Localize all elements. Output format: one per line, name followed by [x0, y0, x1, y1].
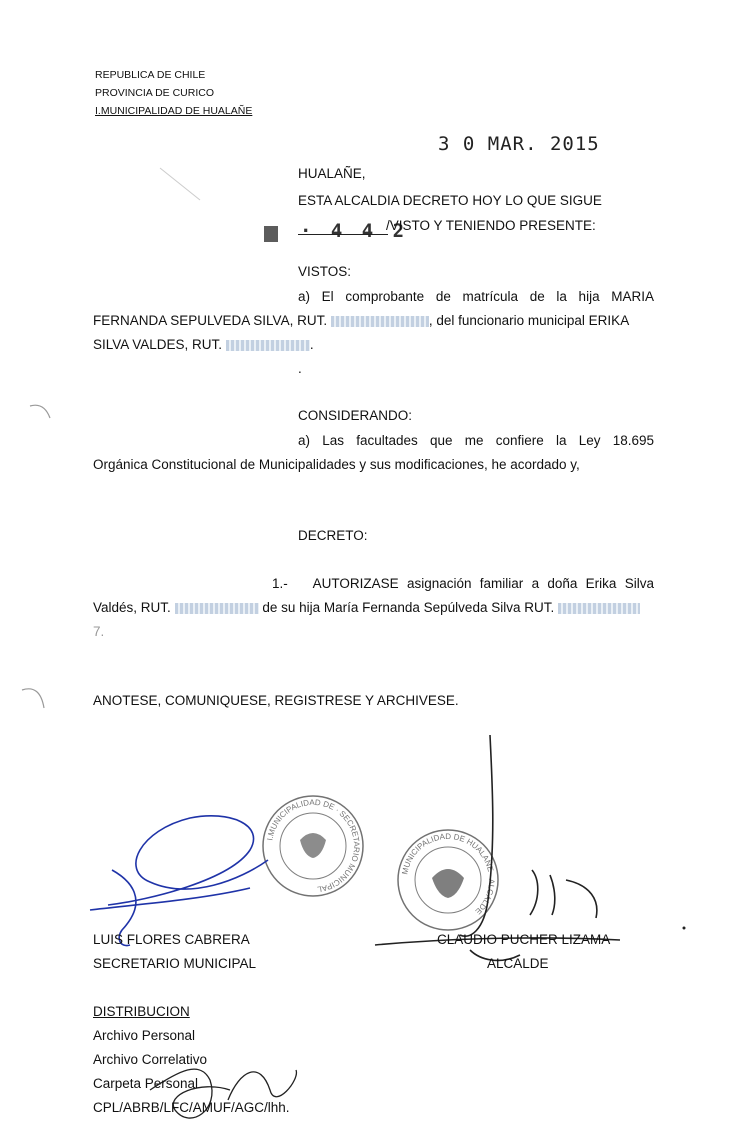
punch-hole-mark-bottom	[22, 689, 44, 708]
considerando-a-line2: Orgánica Constitucional de Municipalidades y sus modificaciones, he acordado y,	[93, 457, 580, 472]
vistos-dot: .	[298, 361, 302, 376]
redacted-rut	[175, 603, 259, 614]
vistos-a-line2	[93, 309, 629, 332]
redacted-rut	[558, 603, 640, 614]
decreto-item-number: 1.-	[272, 576, 288, 591]
distribucion-item: Archivo Correlativo	[93, 1052, 208, 1067]
decreto-item-bold: AUTORIZASE	[312, 576, 399, 591]
distribucion-item: Archivo Personal	[93, 1028, 196, 1043]
signature-alcalde	[375, 735, 620, 960]
header-municipalidad: I.MUNICIPALIDAD DE HUALAÑE	[95, 105, 253, 117]
number-underline	[298, 234, 388, 235]
considerando-a-line1: a) Las facultades que me confiere la Ley 18.695	[298, 433, 654, 448]
decreto-item-rest: asignación familiar a doña Erika Silva	[406, 576, 654, 591]
vistos-a-line3-pre: SILVA VALDES, RUT.	[93, 337, 223, 352]
header-republica: REPUBLICA DE CHILE	[95, 69, 206, 81]
vistos-a-line1: a) El comprobante de matrícula de la hija MARIA	[298, 289, 654, 304]
number-mark-icon	[264, 226, 278, 242]
visto-line: /VISTO Y TENIENDO PRESENTE:	[386, 218, 596, 233]
vistos-a-line2-post: , del funcionario municipal ERIKA	[428, 313, 630, 328]
vistos-heading: VISTOS:	[298, 264, 352, 279]
header-provincia: PROVINCIA DE CURICO	[95, 87, 215, 99]
distribucion-item: Carpeta Personal	[93, 1076, 199, 1091]
decreto-item-line2	[93, 596, 640, 619]
stray-mark	[683, 927, 686, 930]
fold-mark	[160, 168, 200, 200]
punch-hole-mark-top	[30, 405, 50, 418]
vistos-a-line3	[93, 333, 314, 356]
signature-secretario	[90, 816, 268, 946]
seal-secretario-icon	[263, 796, 363, 896]
decree-number: · 4 4 2	[300, 220, 409, 242]
decreto-item-line1	[272, 572, 654, 595]
secretario-title: SECRETARIO MUNICIPAL	[93, 956, 257, 971]
seal-alcalde-icon	[398, 830, 498, 930]
alcalde-title: ALCALDE	[487, 956, 549, 971]
decreto-item-line2-mid: de su hija María Fernanda Sepúlveda Silva RUT.	[262, 600, 555, 615]
vistos-a-line2-pre: FERNANDA SEPULVEDA SILVA, RUT.	[93, 313, 328, 328]
distribucion-heading: DISTRIBUCION	[93, 1004, 190, 1019]
distribucion-item: CPL/ABRB/LFC/AMUF/AGC/lhh.	[93, 1100, 290, 1115]
decreto-heading: DECRETO:	[298, 528, 368, 543]
considerando-heading: CONSIDERANDO:	[298, 408, 413, 423]
decreto-item-line3: 7.	[93, 624, 105, 639]
redacted-rut	[331, 316, 429, 327]
decreto-item-line2-pre: Valdés, RUT.	[93, 600, 171, 615]
svg-text:I.MUNICIPALIDAD DE · SECRETARI: I.MUNICIPALIDAD DE · SECRETARIO MUNICIPAL	[265, 797, 362, 894]
secretario-name: LUIS FLORES CABRERA	[93, 932, 250, 947]
decreto-intro-line: ESTA ALCALDIA DECRETO HOY LO QUE SIGUE	[298, 193, 602, 208]
date-stamp: 3 0 MAR. 2015	[438, 133, 600, 155]
vistos-a-line3-post: .	[309, 337, 314, 352]
redacted-rut	[226, 340, 310, 351]
closing-line: ANOTESE, COMUNIQUESE, REGISTRESE Y ARCHIVESE.	[93, 693, 459, 708]
alcalde-name: CLAUDIO PUCHER LIZAMA	[437, 932, 611, 947]
place-line: HUALAÑE,	[298, 166, 366, 181]
svg-text:MUNICIPALIDAD DE HUALAÑE · ALC: MUNICIPALIDAD DE HUALAÑE · ALCALDE	[400, 831, 497, 917]
